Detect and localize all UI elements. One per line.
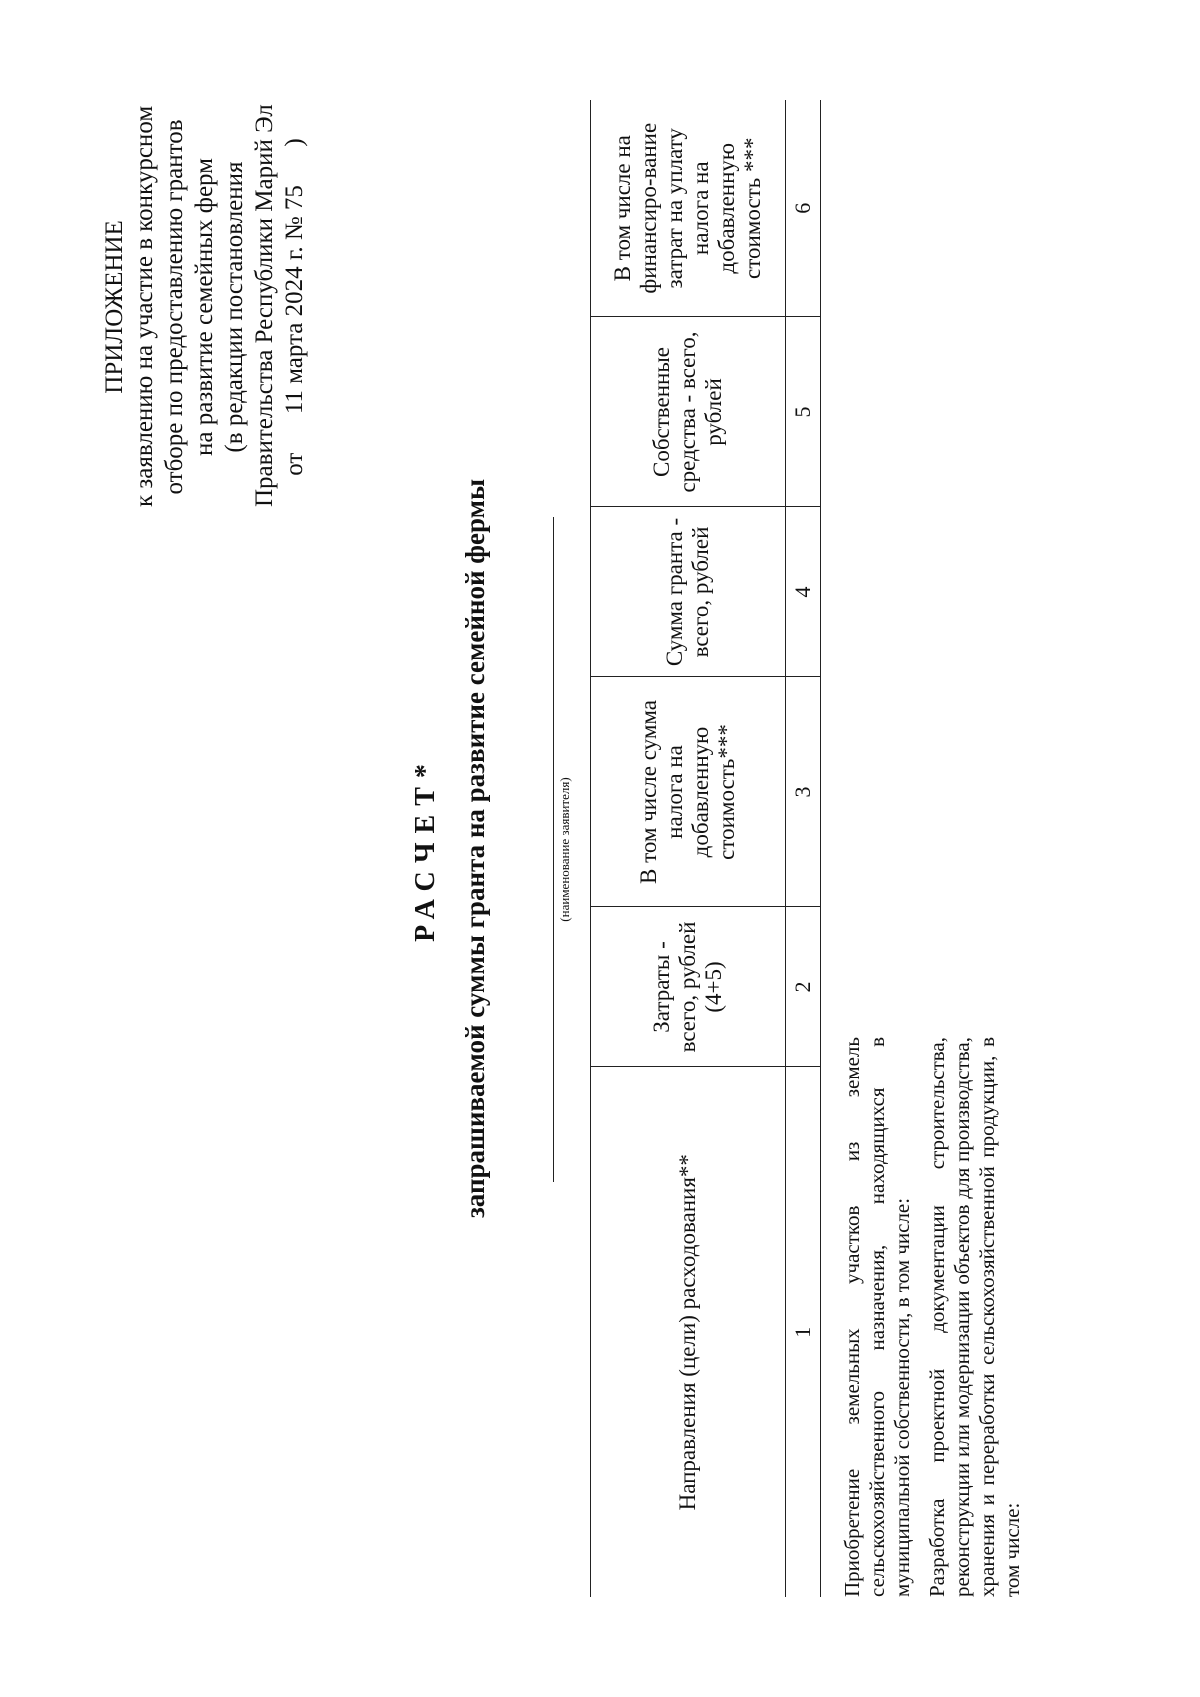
- appendix-heading: ПРИЛОЖЕНИЕ: [101, 220, 128, 394]
- appendix-block: [100, 104, 310, 507]
- calculation-table: [590, 100, 821, 1597]
- table-header-row: [591, 100, 786, 1597]
- appendix-line: на развитие семейных ферм: [191, 158, 218, 456]
- appendix-line: (в редакции постановления: [221, 161, 248, 453]
- column-number: 4: [786, 507, 821, 677]
- date-number: 75: [281, 185, 308, 211]
- header-total-costs: Затраты - всего, рублей (4+5): [591, 907, 786, 1067]
- header-directions: Направления (цели) расходования**: [591, 1067, 786, 1597]
- header-vat-financing: В том числе на финансиро-вание затрат на уплату налога на добавленную стоимость ***: [591, 100, 786, 317]
- applicant-name-caption: (наименование заявителя): [557, 777, 572, 922]
- date-rest: марта 2024 г. №: [281, 216, 308, 384]
- header-grant-amount: Сумма гранта - всего, рублей: [591, 507, 786, 677]
- appendix-line: Правительства Республики Марий Эл: [251, 104, 278, 507]
- date-close: ): [281, 138, 308, 147]
- column-number: 3: [786, 677, 821, 907]
- document-subtitle: запрашиваемой суммы гранта на развитие семейной фермы: [460, 478, 490, 1219]
- column-number: 5: [786, 317, 821, 507]
- table-row-project-documentation: Разработка проектной документации строительства, реконструкции или модернизации объектов для производства, хранения и переработки сельскохозяйственной продукции, в том числе:: [925, 1037, 1024, 1597]
- document-title: РАСЧЕТ*: [410, 755, 441, 942]
- date-day: 11: [281, 390, 308, 415]
- header-own-funds: Собственные средства - всего, рублей: [591, 317, 786, 507]
- date-prefix: от: [281, 452, 308, 476]
- column-number: 6: [786, 100, 821, 317]
- appendix-line: отборе по предоставлению грантов: [161, 119, 188, 495]
- appendix-date-line: [280, 107, 310, 507]
- column-number: 2: [786, 907, 821, 1067]
- column-number: 1: [786, 1067, 821, 1597]
- applicant-name-line: [553, 517, 554, 1182]
- header-vat-amount: В том числе сумма налога на добавленную стоимость***: [591, 677, 786, 907]
- appendix-line: к заявлению на участие в конкурсном: [131, 105, 158, 507]
- table-row-land-acquisition: Приобретение земельных участков из земель сельскохозяйственного назначения, находящихся в муниципальной собственности, в том числе:: [840, 1037, 914, 1597]
- table-number-row: [786, 100, 821, 1597]
